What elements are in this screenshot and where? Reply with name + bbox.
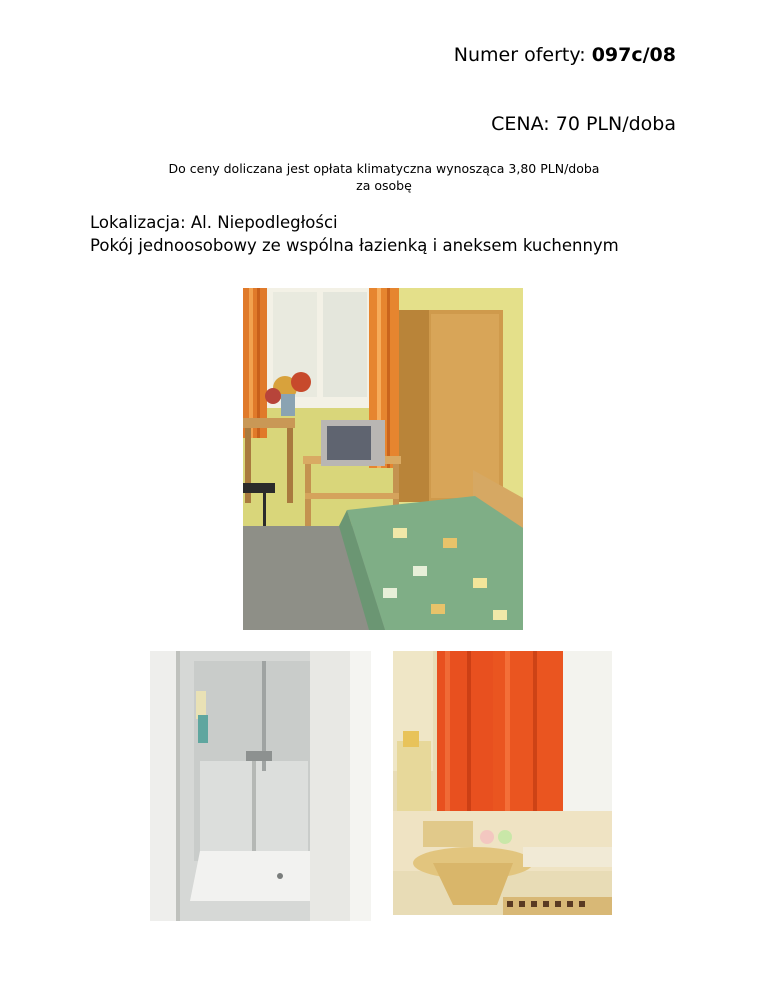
offer-number-value: 097c/08 [591, 44, 676, 66]
offer-number [454, 42, 676, 68]
climate-fee-note-line2: za osobę [356, 178, 412, 193]
room-description: Pokój jednoosobowy ze wspólna łazienką i aneksem kuchennym [90, 236, 619, 255]
climate-fee-note [0, 160, 768, 194]
climate-fee-note-line1: Do ceny doliczana jest opłata klimatyczna wynosząca 3,80 PLN/doba [168, 161, 600, 176]
shower-photo [150, 651, 371, 921]
location-text: Lokalizacja: Al. Niepodległości [90, 213, 338, 232]
price: CENA: 70 PLN/doba [491, 113, 676, 135]
room-photo [243, 288, 523, 630]
offer-number-label: Numer oferty: [453, 44, 586, 66]
description [90, 211, 619, 257]
bathroom-photo [393, 651, 612, 915]
